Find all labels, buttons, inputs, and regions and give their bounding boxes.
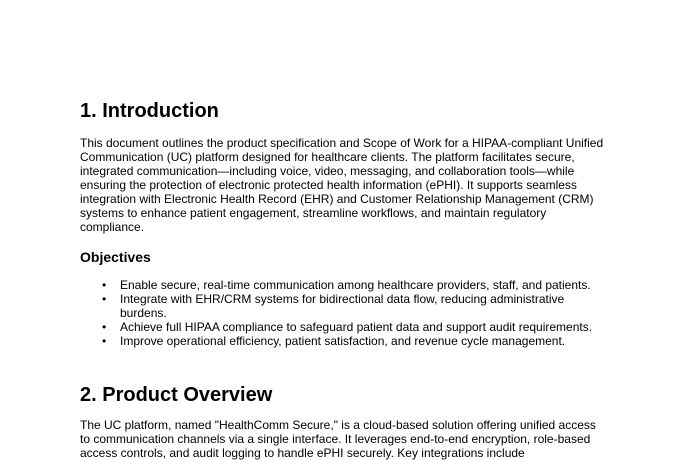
bullet-icon: • [102, 320, 107, 334]
bullet-icon: • [102, 292, 107, 306]
objectives-heading: Objectives [80, 249, 151, 265]
list-item [80, 320, 610, 334]
bullet-icon: • [102, 278, 107, 292]
section-heading-product-overview: 2. Product Overview [80, 384, 273, 406]
list-item-text: Integrate with EHR/CRM systems for bidirectional data flow, reducing administrative burdens. [120, 292, 565, 320]
list-item [80, 278, 610, 292]
list-item-text: Improve operational efficiency, patient satisfaction, and revenue cycle management. [120, 334, 566, 348]
objectives-list [80, 278, 610, 348]
list-item-text: Enable secure, real-time communication among healthcare providers, staff, and patients. [120, 278, 591, 292]
section-heading-introduction: 1. Introduction [80, 100, 219, 122]
bullet-icon: • [102, 334, 107, 348]
list-item-text: Achieve full HIPAA compliance to safeguard patient data and support audit requirements. [120, 320, 593, 334]
list-item [80, 334, 610, 348]
introduction-paragraph: This document outlines the product specification and Scope of Work for a HIPAA-compliant Unified Communication (UC) platform designed for healthcare clients. The platform facilitates secure, integrated communication—including voice, video, messaging, and collaboration tools—while ensuring the protection of electronic protected health information (ePHI). It supports seamless integration with Electronic Health Record (EHR) and Customer Relationship Management (CRM) systems to enhance patient engagement, streamline workflows, and maintain regulatory compliance. [80, 136, 604, 234]
list-item [80, 292, 610, 320]
product-overview-paragraph: The UC platform, named "HealthComm Secure," is a cloud-based solution offering unified access to communication channels via a single interface. It leverages end-to-end encryption, role-based access controls, and audit logging to handle ePHI securely. Key integrations include [80, 418, 596, 460]
